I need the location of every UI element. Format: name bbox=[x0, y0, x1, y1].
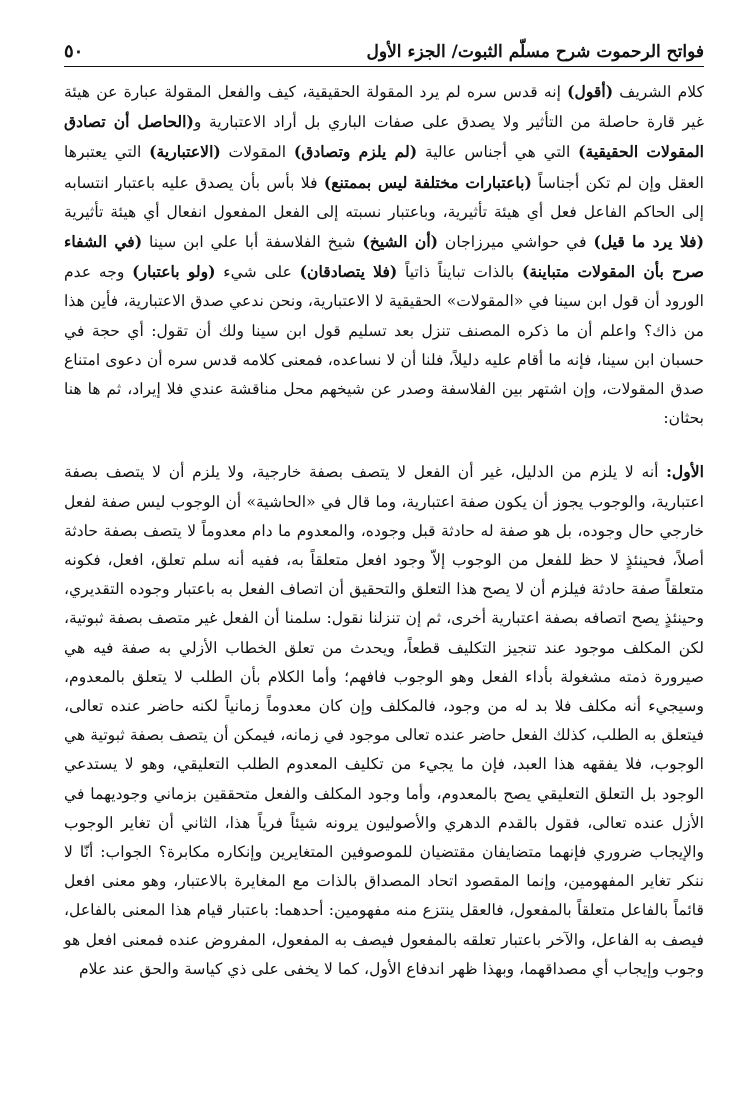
bold-quote: (فلا يتصادقان) bbox=[299, 262, 398, 282]
bold-quote: (الحاصل أن تصادق المقولات الحقيقية) bbox=[64, 112, 704, 162]
header-title: فواتح الرحموت شرح مسلّم الثبوت/ الجزء الأول bbox=[366, 42, 704, 62]
running-header bbox=[64, 28, 704, 62]
bold-quote: (باعتبارات مختلفة ليس بممتنع) bbox=[323, 172, 532, 192]
text-run: كلام الشريف bbox=[613, 83, 704, 101]
text-run: فلا بأس بأن يصدق عليه باعتبار انتسابه إلى الحاكم الفاعل فعل أي هيئة تأثيرية، وباعتبار نسبته إلى الفعل المفعول انفعال أي هيئة تأثيرية bbox=[64, 173, 704, 221]
bold-quote: (فلا يرد ما قيل) bbox=[593, 232, 704, 252]
bold-quote: (لم يلزم وتصادق) bbox=[293, 142, 418, 162]
text-run: إنه قدس سره لم يرد المقولة الحقيقية، كيف والفعل المقولة عبارة عن هيئة غير قارة حاصلة من التأثير ولا يصدق على صفات الباري بل أراد الاعتبارية و bbox=[64, 83, 704, 132]
bold-quote: (أقول) bbox=[567, 82, 614, 101]
text-run: وجه عدم الورود أن قول ابن سينا في «المقولات» الحقيقية لا الاعتبارية، ونحن ندعي صدق الاعتبارية، فأين هذا من ذاك؟ واعلم أن ما ذكره المصنف تنزل بعد تسليم قول ابن سينا ولك أن تقول: أي حجة في حسبان ابن سينا، فإنه ما أقام عليه دليلاً، فلنا أن لا نساعده، فمعنى كلامه قدس سره أن دعوى امتناع صدق المقولات، وإن اشتهر بين الفلاسفة وصدر عن شيخهم محل مناقشة عندي فلا إيراد، ثم ها هنا بحثان: bbox=[64, 263, 704, 428]
text-run: شيخ الفلاسفة أبا علي ابن سينا bbox=[142, 233, 363, 252]
bold-quote: (ولو باعتبار) bbox=[132, 262, 216, 282]
text-run: التي هي أجناس عالية bbox=[417, 143, 579, 162]
header-divider bbox=[64, 66, 704, 67]
text-run: أنه لا يلزم من الدليل، غير أن الفعل لا يتصف بصفة خارجية، ولا يلزم أن لا يتصف بصفة اعتبارية، والوجوب يجوز أن يكون صفة اعتبارية، وما قال في «الحاشية» أن الوجوب ليس صفة لفعل خارجي حال وجوده، بل هو صفة له حادثة قبل وجوده، والمعدوم ما دام معدوماً لا يتصف بصفة حادثة أصلاً، فحينئذٍ لا حظ للفعل من الوجوب إلاّ وجود افعل متعلقاً به، ففيه أنه سلم تعلق، افعل، فكونه متعلقاً صفة حادثة فيلزم أن لا يصح هذا التعلق والتحقيق أن اتصاف الفعل به باعتبار وجوده التقديري، وحينئذٍ يصح اتصافه بصفة اعتبارية أخرى، ثم إن تنزلنا نقول: سلمنا أن الفعل غير متصف بصفة ثبوتية، لكن المكلف موجود عند تنجيز التكليف قطعاً، ويحدث من تعلق الخطاب الأزلي به صفة فيه هي صيرورة ذمته مشغولة بأداء الفعل وهو الوجوب فافهم؛ وأما الكلام بأن الطلب لا يتعلق بالمعدوم، وسيجيء أنه مكلف فلا بد له من وجود، فالمكلف وإن كان معدوماً زمانياً لكنه حاضر عنده تعالى، فيتعلق به الطلب، كذلك الفعل حاضر عنده تعالى موجود في زمانه، فيمكن أن يتصف بصفة ثبوتية هي الوجوب، فلا يفقهه هذا العبد، فإن ما يجيء من تكليف المعدوم الطلب التعليقي، وهو لا يستدعي الوجود بل التعلق التعليقي يصح بالمعدوم، وأما وجود المكلف والفعل متحققين بزماني وجوديهما في الأزل عنده تعالى، فقول بالقدم الدهري والأصوليون يرونه شيئاً فرياً هذا، الثاني أن تغاير الوجوب والإيجاب ضروري فإنهما متضايفان مقتضيان للموصوفين المتغايرين وإنكاره مكابرة؟ الجواب: أنّا لا ننكر تغاير المفهومين، وإنما المقصود اتحاد المصداق بالذات مع المغايرة بالاعتبار، وهو معنى افعل قائماً بالفاعل متعلقاً بالمفعول، فالعقل ينتزع منه مفهومين: أحدهما: باعتبار قيام هذا المعنى بالفاعل، فيصف به الفاعل، والآخر باعتبار تعلقه بالمفعول فيصف به المفعول، المفروض عنده فمعنى افعل هو وجوب وإيجاب أي مصداقهما، وبهذا ظهر اندفاع الأول، كما لا يخفى على ذي كياسة والحق عند علام bbox=[64, 463, 704, 978]
text-run: على شيء bbox=[215, 263, 300, 282]
page-number: ٥٠ bbox=[64, 41, 84, 62]
text-run: المقولات bbox=[220, 143, 294, 162]
bold-quote: (أن الشيخ) bbox=[362, 232, 439, 252]
section-lead: الأول: bbox=[666, 462, 704, 482]
book-page bbox=[64, 28, 704, 984]
paragraph-commentary-1 bbox=[64, 77, 704, 433]
bold-quote: (الاعتبارية) bbox=[149, 142, 221, 162]
text-run: بالذات تبايناً ذاتياً bbox=[397, 263, 522, 282]
text-run: التي يعتبرها العقل وإن لم تكن أجناساً bbox=[64, 143, 704, 192]
text-run: في حواشي ميرزاجان bbox=[438, 233, 594, 252]
paragraph-commentary-2 bbox=[64, 457, 704, 984]
bold-quote: (في الشفاء صرح بأن المقولات متباينة) bbox=[64, 232, 704, 282]
